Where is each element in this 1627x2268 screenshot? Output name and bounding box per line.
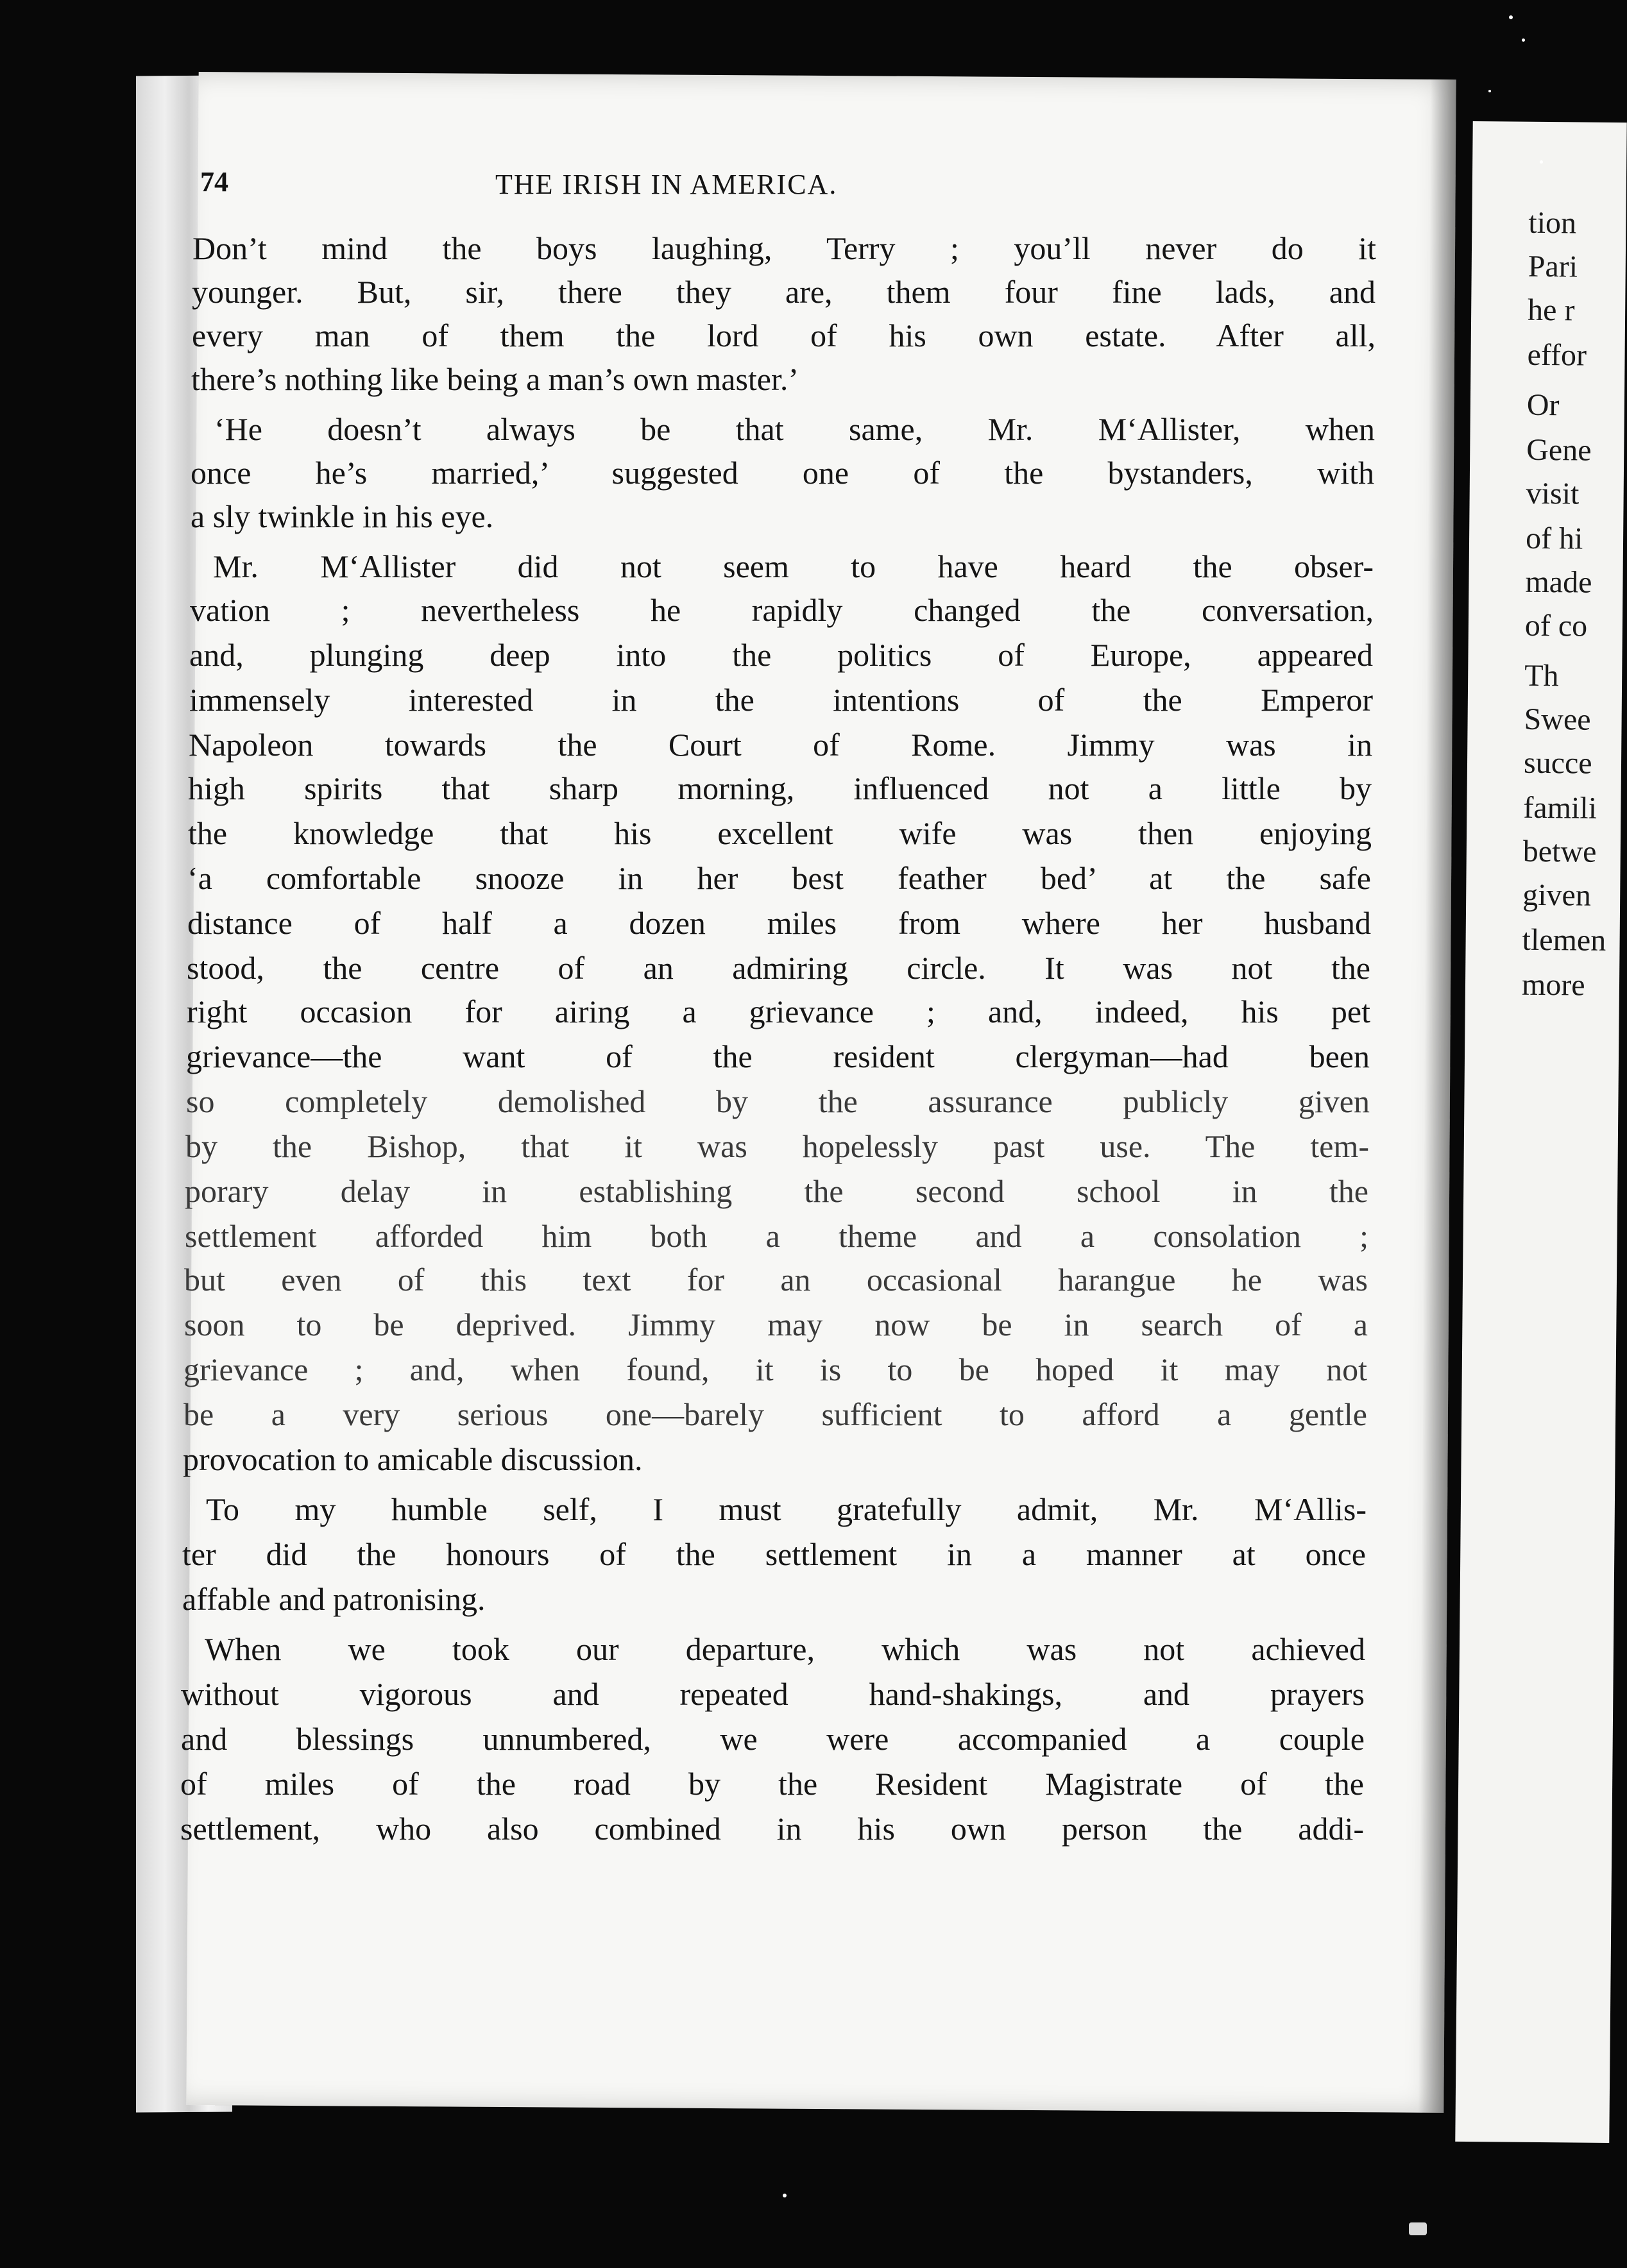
- text-line: ter did the honours of the settlement in a manner at once: [182, 1536, 1366, 1572]
- facing-page: [1455, 121, 1626, 2143]
- text-line: stood, the centre of an admiring circle. It was not the: [187, 950, 1370, 986]
- facing-page-fragment: of hi: [1525, 521, 1583, 556]
- text-line: To my humble self, I must gratefully admit, Mr. M‘Allis-: [206, 1491, 1367, 1527]
- facing-page-fragment: succe: [1523, 745, 1592, 781]
- text-line: be a very serious one—barely sufficient to afford a gentle: [183, 1396, 1367, 1432]
- text-line: distance of half a dozen miles from where her husband: [187, 905, 1371, 941]
- facing-page-fragment: tlemen: [1522, 922, 1606, 958]
- text-line: Mr. M‘Allister did not seem to have heard the obser-: [213, 548, 1374, 584]
- text-line: vation ; nevertheless he rapidly changed the conversation,: [190, 592, 1374, 628]
- text-line: of miles of the road by the Resident Magistrate of the: [180, 1766, 1364, 1802]
- scan-speck: [1488, 90, 1491, 92]
- page-gutter-shadow: [1418, 80, 1456, 2113]
- text-line: Napoleon towards the Court of Rome. Jimmy was in: [189, 727, 1372, 763]
- facing-page-fragment: given: [1522, 877, 1592, 913]
- scan-speck: [1509, 15, 1513, 19]
- facing-page-fragment: of co: [1524, 608, 1588, 643]
- text-line: every man of them the lord of his own estate. After all,: [192, 317, 1376, 353]
- text-line: ‘a comfortable snooze in her best feather bed’ at the safe: [187, 860, 1371, 896]
- text-line: high spirits that sharp morning, influenced not a little by: [188, 770, 1372, 806]
- text-line: provocation to amicable discussion.: [183, 1441, 643, 1477]
- facing-page-fragment: Gene: [1526, 432, 1592, 468]
- facing-page-fragment: Swee: [1524, 702, 1591, 737]
- text-line: grievance ; and, when found, it is to be hoped it may not: [183, 1351, 1367, 1387]
- text-line: without vigorous and repeated hand-shakings, and prayers: [181, 1676, 1365, 1712]
- page-number: 74: [200, 166, 228, 198]
- scan-speck: [1522, 38, 1525, 42]
- text-line: ‘He doesn’t always be that same, Mr. M‘Allister, when: [214, 411, 1375, 447]
- text-line: and blessings unnumbered, we were accompanied a couple: [181, 1721, 1365, 1757]
- text-line: a sly twinkle in his eye.: [191, 498, 494, 534]
- text-line: When we took our departure, which was not achieved: [205, 1631, 1365, 1667]
- text-line: affable and patronising.: [182, 1581, 486, 1617]
- text-line: once he’s married,’ suggested one of the bystanders, with: [191, 455, 1374, 491]
- text-line: settlement, who also combined in his own person the addi-: [180, 1811, 1364, 1847]
- facing-page-fragment: betwe: [1522, 834, 1597, 869]
- text-line: there’s nothing like being a man’s own master.’: [191, 361, 799, 397]
- text-line: grievance—the want of the resident clergyman—had been: [186, 1038, 1370, 1074]
- text-line: the knowledge that his excellent wife was then enjoying: [188, 815, 1372, 851]
- text-line: by the Bishop, that it was hopelessly past use. The tem-: [185, 1128, 1369, 1164]
- facing-page-fragment: he r: [1527, 292, 1575, 328]
- text-line: immensely interested in the intentions of the Emperor: [189, 682, 1373, 718]
- facing-page-fragment: tion: [1528, 205, 1577, 241]
- text-line: and, plunging deep into the politics of Europe, appeared: [189, 637, 1373, 673]
- text-line: but even of this text for an occasional harangue he was: [184, 1262, 1368, 1298]
- facing-page-fragment: Pari: [1528, 249, 1578, 284]
- text-line: Don’t mind the boys laughing, Terry ; you’ll never do it: [192, 230, 1376, 266]
- text-line: right occasion for airing a grievance ; and, indeed, his pet: [187, 994, 1370, 1029]
- running-head: [200, 165, 1291, 204]
- scan-speck: [783, 2194, 787, 2197]
- text-line: so completely demolished by the assurance publicly given: [186, 1083, 1370, 1119]
- scan-speck: [1540, 160, 1543, 164]
- facing-page-fragment: Or: [1526, 387, 1560, 423]
- facing-page-fragment: Th: [1524, 658, 1559, 693]
- text-line: soon to be deprived. Jimmy may now be in search of a: [184, 1307, 1368, 1342]
- facing-page-fragment: made: [1525, 564, 1592, 600]
- facing-page-fragment: effor: [1527, 337, 1587, 373]
- facing-page-fragment: famili: [1523, 790, 1597, 825]
- text-line: younger. But, sir, there they are, them four fine lads, and: [192, 274, 1376, 310]
- running-title: THE IRISH IN AMERICA.: [495, 169, 838, 200]
- text-line: porary delay in establishing the second school in the: [185, 1173, 1368, 1209]
- scan-speck: [1409, 2222, 1427, 2235]
- facing-page-fragment: visit: [1526, 476, 1580, 511]
- facing-page-fragment: more: [1521, 967, 1585, 1003]
- text-line: settlement afforded him both a theme and a consolation ;: [185, 1218, 1368, 1254]
